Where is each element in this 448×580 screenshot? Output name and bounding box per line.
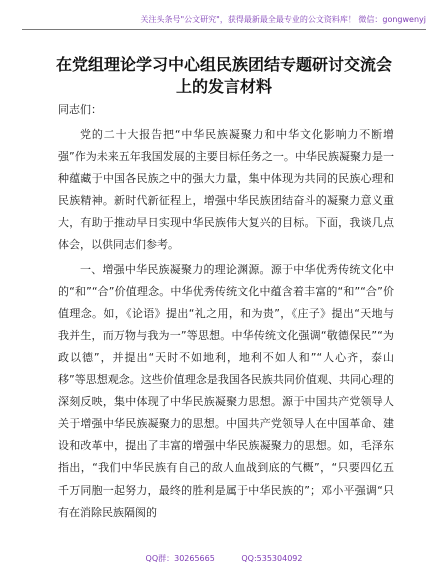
document-title: 在党组理论学习中心组民族团结专题研讨交流会上的发言材料 bbox=[55, 55, 392, 96]
paragraph: 一、增强中华民族凝聚力的理论渊源。源于中华优秀传统文化中的“和”“合”价值理念。中华优秀传统文化中蕴含着丰富的“和”“合”价值理念。如，《论语》提出“礼之用，和为贵”，《庄子》提出“天地与我并生，而万物与我为一”等思想。中华传统文化强调“敬德保民”“为政以德”，并提出“天时不如地利，地利不如人和”“人心齐，泰山移”等思想观念。这些价值理念是我国各民族共同价值观、共同心理的深刻反映，集中体现了中华民族凝聚力思想。源于中国共产党领导人关于增强中华民族凝聚力的思想。中国共产党领导人在中国革命、建设和改革中，提出了丰富的增强中华民族凝聚力的思想。如，毛泽东指出，“我们中华民族有自己的敌人血战到底的气概”，“只要四亿五千万同胞一起努力，最终的胜利是属于中华民族的”；邓小平强调“只有在消除民族隔阂的 bbox=[58, 262, 394, 519]
page-footer bbox=[0, 553, 448, 564]
footer-qq-group: QQ群：30265665 bbox=[145, 554, 215, 563]
header-text: 关注头条号"公文研究"，获得最新最全最专业的公文资料库！ 微信：gongwenyj bbox=[140, 15, 426, 24]
paragraph: 党的二十大报告把“中华民族凝聚力和中华文化影响力不断增强”作为未来五年我国发展的主要目标任务之一。中华民族凝聚力是一种蕴藏于中国各民族之中的强大力量，集中体现为共同的民族心理和民族精神。新时代新征程上，增强中华民族团结奋斗的凝聚力意义重大，有助于推动早日实现中华民族伟大复兴的目标。下面，我谈几点体会，以供同志们参考。 bbox=[58, 128, 394, 252]
footer-qq: QQ:535304092 bbox=[241, 554, 303, 563]
greeting: 同志们： bbox=[58, 103, 102, 116]
page-header bbox=[22, 14, 426, 30]
document-body bbox=[58, 124, 394, 524]
